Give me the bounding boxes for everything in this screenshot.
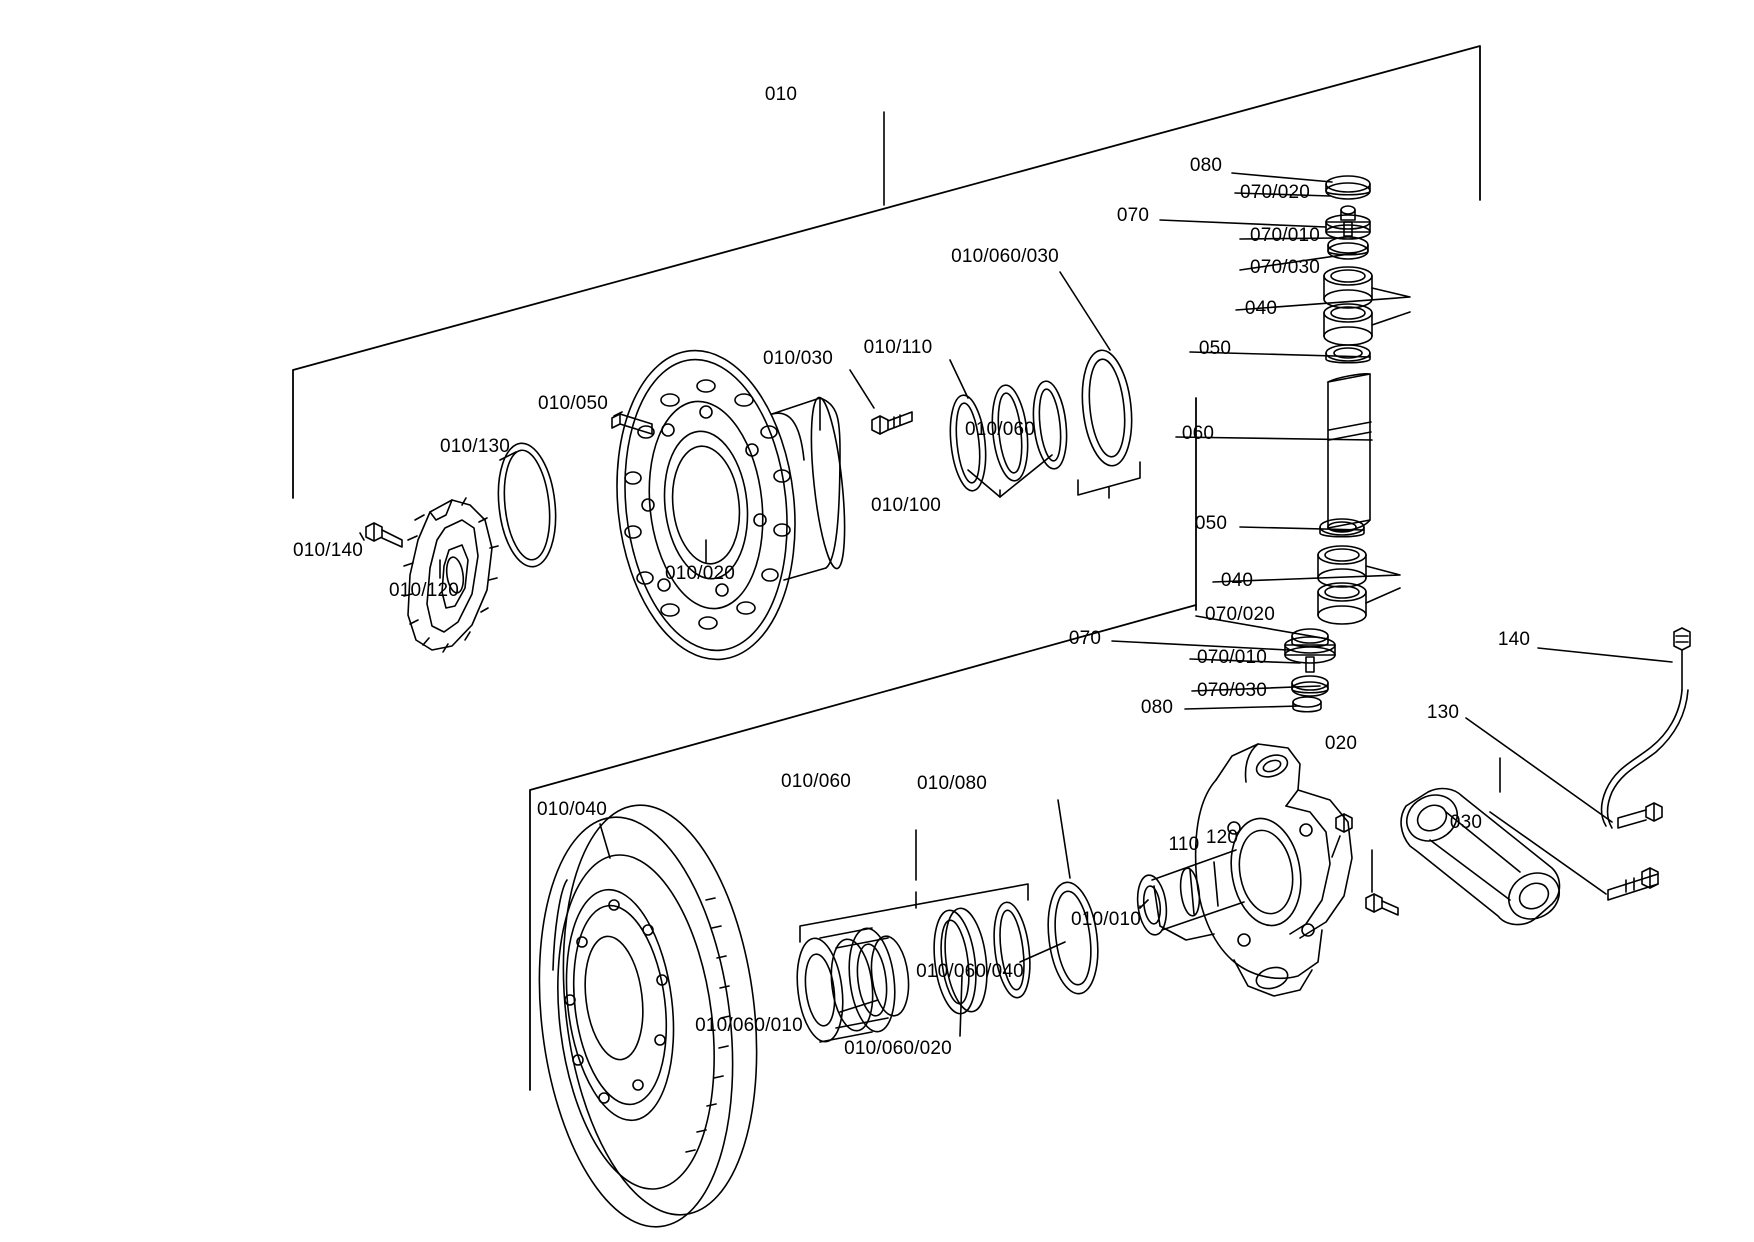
part-010-020-hub <box>602 342 851 669</box>
leader-110 <box>1332 836 1340 857</box>
part-label-080-top: 080 <box>1189 155 1223 176</box>
part-label-040-top: 040 <box>1244 298 1278 319</box>
part-070-020-top <box>1341 206 1355 220</box>
part-010-140-bolt <box>366 523 402 547</box>
part-label-070-mid: 070 <box>1068 628 1102 649</box>
part-label-010-060-010: 010/060/010 <box>695 1015 803 1036</box>
part-label-010: 010 <box>764 84 798 105</box>
part-label-010-110: 010/110 <box>863 337 933 358</box>
part-label-010-080: 010/080 <box>916 773 988 794</box>
part-020-steering-arm <box>1399 786 1568 927</box>
part-label-070-010-mid: 070/010 <box>1196 647 1268 668</box>
part-label-010-140: 010/140 <box>292 540 364 561</box>
part-label-010-030: 010/030 <box>762 348 834 369</box>
part-label-070-030-mid: 070/030 <box>1196 680 1268 701</box>
leader-010-060-030 <box>1060 272 1110 350</box>
part-010-130-oring <box>493 440 562 569</box>
part-130-bolt <box>1618 803 1662 828</box>
part-label-010-120: 010/120 <box>388 580 460 601</box>
part-080-mid-cap <box>1293 697 1321 712</box>
part-label-070-010-top: 070/010 <box>1249 225 1321 246</box>
part-label-010-060-030: 010/060/030 <box>951 246 1059 267</box>
part-040-mid-bushings <box>1318 546 1366 624</box>
part-label-010-060: 010/060 <box>964 419 1036 440</box>
leader-140 <box>1538 648 1672 662</box>
part-010-080-ring <box>1042 879 1103 996</box>
leader-010-110 <box>950 360 968 398</box>
group-frame-lower <box>530 605 1196 1090</box>
leader-030 <box>1490 812 1606 894</box>
part-010-030-stud <box>872 412 912 434</box>
part-010-060-030-ring <box>1077 348 1137 468</box>
part-label-050-top: 050 <box>1198 338 1232 359</box>
part-label-060: 060 <box>1181 423 1215 444</box>
part-label-010-130: 010/130 <box>439 436 511 457</box>
part-label-070-020-mid: 070/020 <box>1204 604 1276 625</box>
part-050-top-washer <box>1326 345 1370 363</box>
part-030-bolt <box>1608 868 1658 900</box>
part-label-010-060-020: 010/060/020 <box>844 1038 952 1059</box>
part-060-kingpin <box>1328 374 1371 531</box>
leader-010-080 <box>1058 800 1070 878</box>
part-label-010-060-040: 010/060/040 <box>916 961 1024 982</box>
part-label-010-060-low: 010/060 <box>780 771 852 792</box>
part-label-020: 020 <box>1324 733 1358 754</box>
bracket-010-060-upper <box>1078 462 1140 498</box>
part-label-140: 140 <box>1497 629 1531 650</box>
part-label-010-040: 010/040 <box>536 799 608 820</box>
leader-010-030 <box>850 370 874 408</box>
leader-010-040 <box>600 824 610 858</box>
part-label-010-010: 010/010 <box>1070 909 1142 930</box>
part-110-plug <box>1336 814 1352 832</box>
part-label-010-100: 010/100 <box>870 495 942 516</box>
part-040-top-bushings <box>1324 267 1372 345</box>
part-120-bolt <box>1366 894 1398 915</box>
leader-010-140 <box>360 533 364 540</box>
part-label-040-mid: 040 <box>1220 570 1254 591</box>
part-label-070-020-top: 070/020 <box>1239 182 1311 203</box>
part-140-sensor <box>1602 628 1691 828</box>
part-010-060-040-washer <box>989 900 1034 999</box>
leader-010-060-020 <box>960 976 962 1036</box>
part-080-top-cap <box>1326 176 1370 199</box>
part-label-070-top: 070 <box>1116 205 1150 226</box>
leader-010-100 <box>968 455 1052 497</box>
part-label-120: 120 <box>1205 827 1239 848</box>
part-label-010-050: 010/050 <box>537 393 609 414</box>
part-label-010-020: 010/020 <box>664 563 736 584</box>
part-label-070-030-top: 070/030 <box>1249 257 1321 278</box>
part-010-010-steering-knuckle <box>1134 744 1352 996</box>
part-070-010-mid <box>1306 657 1314 672</box>
part-label-080-mid: 080 <box>1140 697 1174 718</box>
part-010-120-shield <box>404 498 498 652</box>
part-label-110: 110 <box>1168 834 1200 855</box>
part-label-030: 030 <box>1449 812 1483 833</box>
part-label-130: 130 <box>1426 702 1460 723</box>
part-010-060-010-bearing <box>792 926 913 1045</box>
leader-130 <box>1466 718 1612 822</box>
part-label-050-mid: 050 <box>1194 513 1228 534</box>
